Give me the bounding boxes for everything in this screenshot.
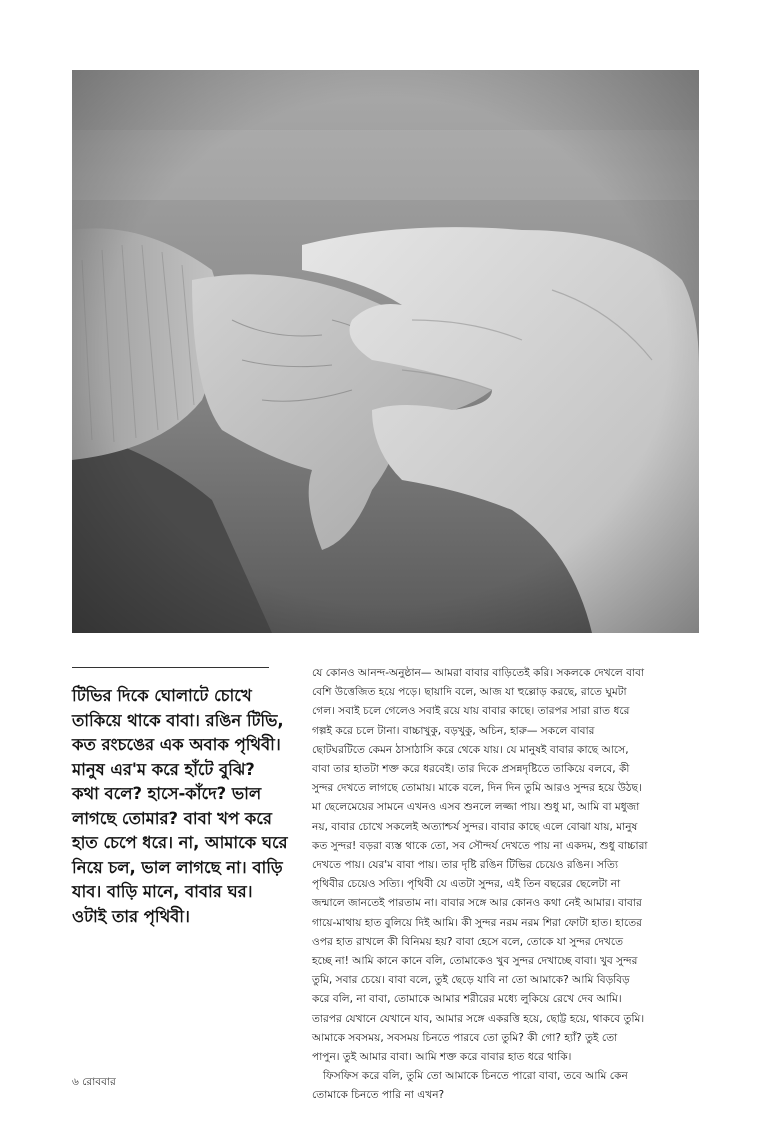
body-line: বেশি উত্তেজিত হয়ে পড়ে। ছায়াদি বলে, আজ যা হুল্লোড় করছে, রাতে ঘুমটা	[312, 686, 627, 699]
body-line: গল্পই করে চলে টানা। বাচ্চাখুকু, বড়খুকু, অচিন, হারু— সকলে বাবার	[312, 724, 595, 737]
body-line: তারপর যেখানে যেখানে যাব, আমার সঙ্গে একরত্তি হয়ে, ছোট্ট হয়ে, থাকবে তুমি।	[312, 1012, 645, 1025]
pullquote-line: লাগছে তোমার? বাবা খপ করে	[72, 808, 272, 828]
pullquote-line: কত রংচঙের এক অবাক পৃথিবী।	[72, 735, 281, 754]
body-closing-line: তোমাকে চিনতে পারি না এখন?	[312, 1089, 445, 1102]
body-closing-line: ফিসফিস করে বলি, তুমি তো আমাকে চিনতে পারো বাবা, তবে আমি কেন	[323, 1070, 628, 1083]
body-line: জন্মালে জানতেই পারতাম না। বাবার সঙ্গে আর কোনও কথা নেই আমার। বাবার	[312, 897, 642, 910]
body-line: আমাকে সবসময়, সবসময় চিনতে পারবে তো তুমি? কী গো? হ্যাঁ? তুই তো	[312, 1031, 618, 1044]
pullquote	[72, 684, 294, 929]
pullquote-line: কথা বলে? হাসে-কাঁদে? ভাল	[72, 784, 262, 803]
page-folio: ৬ রোববার	[72, 1076, 116, 1088]
pullquote-line: তাকিয়ে থাকে বাবা। রঙিন টিভি,	[72, 710, 284, 730]
pullquote-line: টিভির দিকে ঘোলাটে চোখে	[72, 686, 252, 705]
hands-holding-photo	[72, 70, 699, 633]
body-line: হচ্ছে না! আমি কানে কানে বলি, তোমাকেও খুব সুন্দর দেখাচ্ছে বাবা। খুব সুন্দর	[312, 955, 638, 968]
pullquote-line: যাব। বাড়ি মানে, বাবার ঘর।	[72, 882, 253, 901]
body-line: গেল। সবাই চলে গেলেও সবাই রয়ে যায় বাবার কাছে। তারপর সারা রাত ধরে	[312, 705, 630, 718]
pullquote-line: মানুষ এর'ম করে হাঁটে বুঝি?	[72, 759, 255, 779]
body-line: পাপুন। তুই আমার বাবা। আমি শক্ত করে বাবার হাত ধরে থাকি।	[312, 1051, 572, 1064]
body-line: করে বলি, না বাবা, তোমাকে আমার শরীরের মধ্যে লুকিয়ে রেখে দেব আমি।	[312, 993, 622, 1006]
body-line: ছোটঘরটিতে কেমন ঠাসাঠাসি করে থেকে যায়। যে মানুষই বাবার কাছে আসে,	[312, 743, 629, 756]
pullquote-rule	[72, 667, 269, 668]
body-line: ওপর হাত রাখলে কী বিনিময় হয়? বাবা হেসে বলে, তোকে যা সুন্দর দেখতে	[312, 935, 624, 948]
body-line: নয়, বাবার চোখে সকলেই অত্যাশ্চর্য সুন্দর। বাবার কাছে এলে বোঝা যায়, মানুষ	[312, 820, 638, 833]
body-line: দেখতে পায়। যের'ম বাবা পায়। তার দৃষ্টি রঙিন টিভির চেয়েও রঙিন। সত্যি	[312, 859, 619, 872]
body-line: গায়ে-মাথায় হাত বুলিয়ে দিই আমি। কী সুন্দর নরম নরম শিরা ফোটা হাত। হাতের	[312, 916, 642, 929]
hands-photo-illustration	[72, 70, 699, 633]
body-line: কত সুন্দর! বড়রা ব্যস্ত থাকে তো, সব সৌন্দর্য দেখতে পায় না একদম, শুধু বাচ্চারা	[312, 839, 648, 852]
body-line: যে কোনও আনন্দ-অনুষ্ঠান— আমরা বাবার বাড়িতেই করি। সকলকে দেখলে বাবা	[312, 667, 645, 679]
pullquote-line: হাত চেপে ধরে। না, আমাকে ঘরে	[72, 833, 288, 852]
pullquote-line: নিয়ে চল, ভাল লাগছে না। বাড়ি	[72, 857, 283, 877]
body-line: পৃথিবীর চেয়েও সত্যি। পৃথিবী যে এতটা সুন্দর, এই তিন বছরের ছেলেটা না	[312, 878, 621, 891]
body-line: মা ছেলেমেয়ের সামনে এখনও এসব শুনলে লজ্জা পায়। শুধু মা, আমি বা মধুজা	[312, 801, 640, 814]
pullquote-line: ওটাই তার পৃথিবী।	[72, 906, 190, 926]
body-line: সুন্দর দেখতে লাগছে তোমায়। মাকে বলে, দিন দিন তুমি আরও সুন্দর হয়ে উঠছ।	[312, 782, 642, 795]
body-line: তুমি, সবার চেয়ে। বাবা বলে, তুই ছেড়ে যাবি না তো আমাকে? আমি বিড়বিড়	[312, 974, 630, 987]
body-line: বাবা তার হাতটা শক্ত করে ধরবেই। তার দিকে প্রসন্নদৃষ্টিতে তাকিয়ে বলবে, কী	[312, 763, 630, 776]
article-body	[312, 664, 704, 1106]
